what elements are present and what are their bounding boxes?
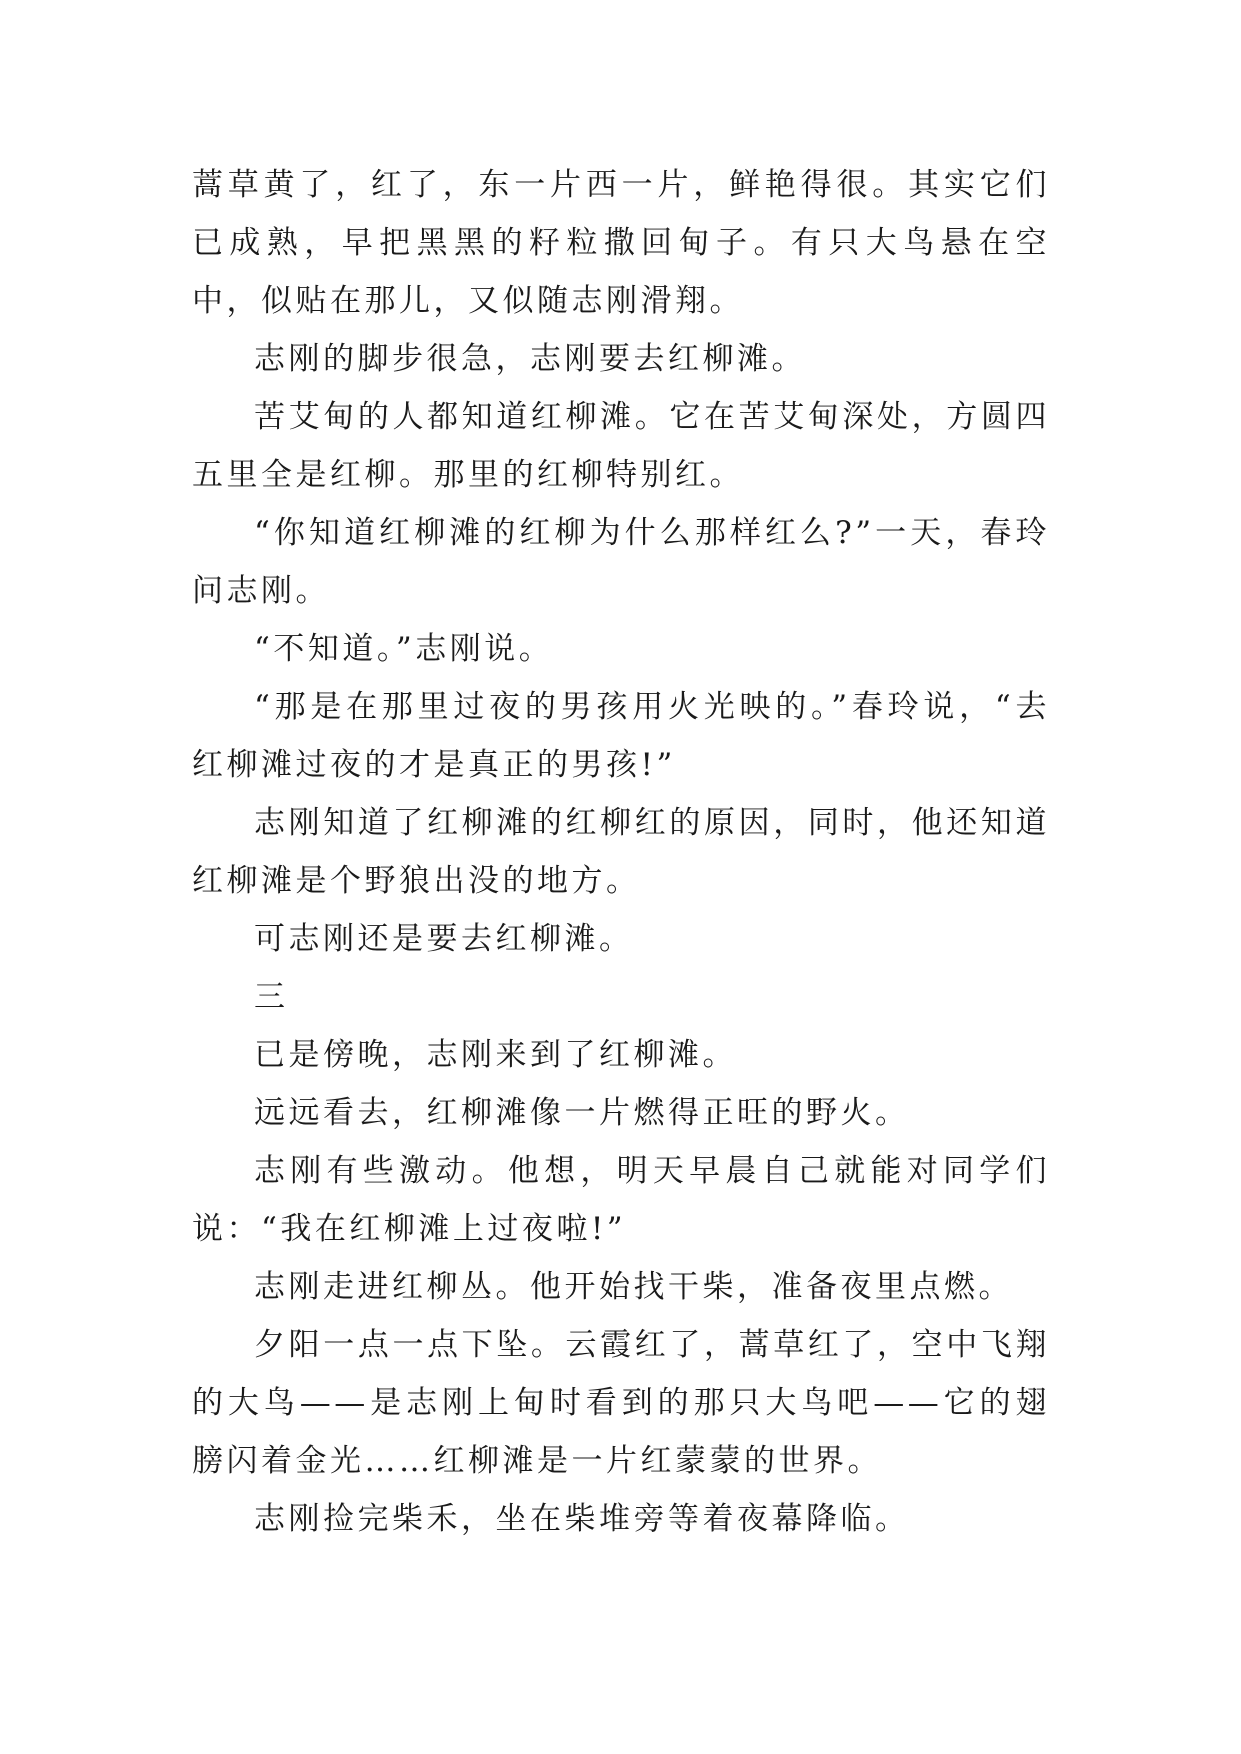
- paragraph: 可志刚还是要去红柳滩。: [254, 921, 634, 957]
- paragraph: 苦艾甸的人都知道红柳滩。它在苦艾甸深处，方圆四五里全是红柳。那里的红柳特别红。: [192, 399, 1050, 493]
- section-heading: 三: [254, 979, 289, 1015]
- paragraph: “那是在那里过夜的男孩用火光映的。”春玲说，“去红柳滩过夜的才是真正的男孩!”: [192, 689, 1050, 783]
- paragraph: 志刚知道了红柳滩的红柳红的原因，同时，他还知道红柳滩是个野狼出没的地方。: [192, 805, 1050, 899]
- paragraph: 志刚的脚步很急，志刚要去红柳滩。: [254, 341, 806, 377]
- paragraph: 夕阳一点一点下坠。云霞红了，蒿草红了，空中飞翔的大鸟——是志刚上甸时看到的那只大鸟吧——它的翅膀闪着金光……红柳滩是一片红蒙蒙的世界。: [192, 1327, 1050, 1479]
- paragraph: 远远看去，红柳滩像一片燃得正旺的野火。: [254, 1095, 910, 1131]
- paragraph: “不知道。”志刚说。: [254, 631, 554, 667]
- paragraph: “你知道红柳滩的红柳为什么那样红么?”一天，春玲问志刚。: [192, 515, 1050, 609]
- paragraph-continued: 蒿草黄了，红了，东一片西一片，鲜艳得很。其实它们已成熟，早把黑黑的籽粒撒回甸子。有只大鸟悬在空中，似贴在那儿，又似随志刚滑翔。: [192, 167, 1050, 319]
- paragraph: 志刚走进红柳丛。他开始找干柴，准备夜里点燃。: [254, 1269, 1013, 1305]
- paragraph: 志刚有些激动。他想，明天早晨自己就能对同学们说：“我在红柳滩上过夜啦!”: [192, 1153, 1050, 1247]
- document-body: [192, 156, 1050, 1548]
- paragraph: 已是傍晚，志刚来到了红柳滩。: [254, 1037, 737, 1073]
- paragraph: 志刚捡完柴禾，坐在柴堆旁等着夜幕降临。: [254, 1501, 910, 1537]
